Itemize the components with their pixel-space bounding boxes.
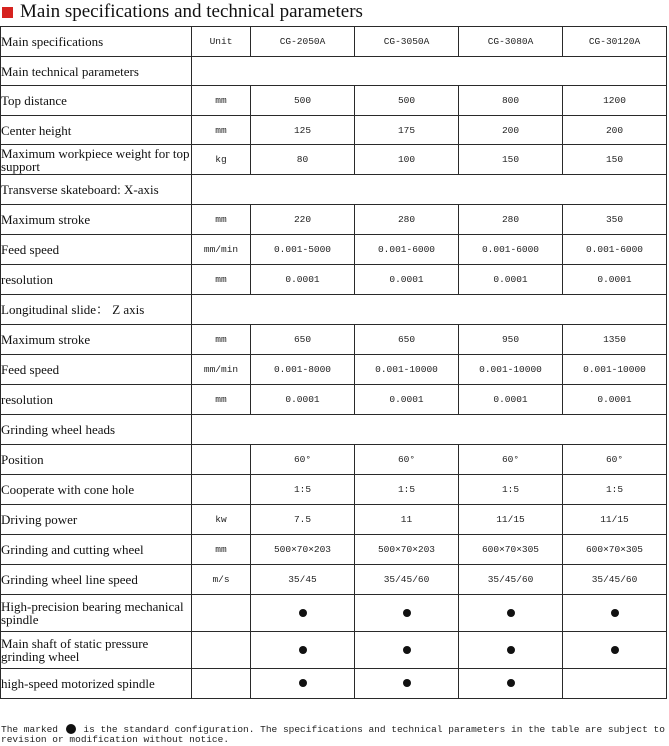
standard-config-dot-icon [507, 646, 515, 654]
standard-config-dot-icon [403, 679, 411, 687]
standard-config-dot-icon [507, 609, 515, 617]
section-row [1, 57, 667, 86]
value-cell: 0.0001 [251, 385, 355, 415]
section-blank-cell [192, 57, 667, 86]
value-cell: 200 [563, 116, 667, 145]
row-unit [192, 445, 251, 475]
row-unit [192, 632, 251, 669]
title-bar [0, 0, 669, 24]
value-cell: 0.0001 [563, 385, 667, 415]
row-label: Grinding wheel line speed [1, 565, 192, 595]
standard-config-cell [459, 632, 563, 669]
row-unit [192, 475, 251, 505]
value-cell: 0.001-10000 [355, 355, 459, 385]
value-cell: 11/15 [459, 505, 563, 535]
standard-config-cell [563, 632, 667, 669]
value-cell: 35/45/60 [459, 565, 563, 595]
row-unit: mm [192, 535, 251, 565]
table-row [1, 385, 667, 415]
row-label: Top distance [1, 86, 192, 116]
value-cell: 500×70×203 [251, 535, 355, 565]
table-row [1, 355, 667, 385]
value-cell: 650 [355, 325, 459, 355]
standard-config-dot-icon [611, 609, 619, 617]
value-cell: 0.001-6000 [563, 235, 667, 265]
table-row [1, 445, 667, 475]
standard-config-cell [563, 595, 667, 632]
spec-table [0, 26, 667, 699]
value-cell: 125 [251, 116, 355, 145]
row-label: Main shaft of static pressure grinding wheel [1, 632, 192, 669]
row-unit: mm [192, 385, 251, 415]
value-cell: 1:5 [251, 475, 355, 505]
value-cell: 11 [355, 505, 459, 535]
value-cell: 175 [355, 116, 459, 145]
value-cell: 1:5 [563, 475, 667, 505]
footnote [1, 724, 667, 745]
value-cell [563, 669, 667, 699]
standard-config-dot-icon [299, 679, 307, 687]
standard-config-cell [355, 595, 459, 632]
standard-config-dot-icon [403, 646, 411, 654]
value-cell: 280 [355, 205, 459, 235]
value-cell: 0.0001 [563, 265, 667, 295]
row-label: Position [1, 445, 192, 475]
row-label: Maximum stroke [1, 325, 192, 355]
standard-config-cell [459, 669, 563, 699]
section-label: Main technical parameters [1, 57, 192, 86]
value-cell: 0.001-6000 [459, 235, 563, 265]
value-cell: 35/45/60 [563, 565, 667, 595]
section-row [1, 415, 667, 445]
row-unit: kg [192, 145, 251, 175]
row-label: Feed speed [1, 355, 192, 385]
table-row [1, 505, 667, 535]
footnote-before: The marked [1, 724, 59, 735]
standard-config-cell [355, 632, 459, 669]
table-row [1, 632, 667, 669]
table-row [1, 475, 667, 505]
value-cell: 80 [251, 145, 355, 175]
value-cell: 220 [251, 205, 355, 235]
model-header-3: CG-3080A [459, 27, 563, 57]
table-row [1, 595, 667, 632]
value-cell: 35/45/60 [355, 565, 459, 595]
row-unit: mm/min [192, 355, 251, 385]
table-row [1, 535, 667, 565]
table-row [1, 116, 667, 145]
standard-config-dot-icon [403, 609, 411, 617]
row-label: Grinding and cutting wheel [1, 535, 192, 565]
section-label: Longitudinal slide： Z axis [1, 295, 192, 325]
row-label: Maximum workpiece weight for top support [1, 145, 192, 175]
value-cell: 350 [563, 205, 667, 235]
row-label: Maximum stroke [1, 205, 192, 235]
table-row [1, 669, 667, 699]
row-label: Feed speed [1, 235, 192, 265]
row-unit: mm [192, 205, 251, 235]
section-blank-cell [192, 415, 667, 445]
value-cell: 0.0001 [251, 265, 355, 295]
value-cell: 150 [563, 145, 667, 175]
value-cell: 600×70×305 [563, 535, 667, 565]
standard-config-dot-icon [66, 724, 76, 734]
value-cell: 7.5 [251, 505, 355, 535]
value-cell: 0.001-10000 [563, 355, 667, 385]
section-row [1, 175, 667, 205]
row-unit: mm/min [192, 235, 251, 265]
row-label: resolution [1, 265, 192, 295]
value-cell: 1:5 [459, 475, 563, 505]
value-cell: 11/15 [563, 505, 667, 535]
value-cell: 500×70×203 [355, 535, 459, 565]
value-cell: 0.0001 [459, 385, 563, 415]
row-unit: mm [192, 265, 251, 295]
value-cell: 0.001-5000 [251, 235, 355, 265]
value-cell: 200 [459, 116, 563, 145]
row-label: resolution [1, 385, 192, 415]
value-cell: 650 [251, 325, 355, 355]
row-unit [192, 595, 251, 632]
table-row [1, 235, 667, 265]
section-label: Transverse skateboard: X-axis [1, 175, 192, 205]
value-cell: 0.0001 [459, 265, 563, 295]
value-cell: 1350 [563, 325, 667, 355]
model-header-1: CG-2050A [251, 27, 355, 57]
header-label: Main specifications [1, 27, 192, 57]
standard-config-dot-icon [507, 679, 515, 687]
standard-config-cell [251, 669, 355, 699]
value-cell: 1:5 [355, 475, 459, 505]
row-unit: mm [192, 116, 251, 145]
model-header-2: CG-3050A [355, 27, 459, 57]
row-unit: kw [192, 505, 251, 535]
standard-config-dot-icon [299, 609, 307, 617]
value-cell: 950 [459, 325, 563, 355]
value-cell: 0.0001 [355, 385, 459, 415]
value-cell: 500 [355, 86, 459, 116]
red-square-icon [2, 7, 13, 18]
table-row [1, 205, 667, 235]
section-label: Grinding wheel heads [1, 415, 192, 445]
row-label: Driving power [1, 505, 192, 535]
header-unit: Unit [192, 27, 251, 57]
standard-config-cell [251, 595, 355, 632]
standard-config-cell [459, 595, 563, 632]
table-row [1, 145, 667, 175]
row-label: High-precision bearing mechanical spindle [1, 595, 192, 632]
section-row [1, 295, 667, 325]
section-blank-cell [192, 295, 667, 325]
value-cell: 100 [355, 145, 459, 175]
standard-config-dot-icon [299, 646, 307, 654]
table-row [1, 325, 667, 355]
value-cell: 0.001-10000 [459, 355, 563, 385]
value-cell: 0.001-8000 [251, 355, 355, 385]
value-cell: 35/45 [251, 565, 355, 595]
value-cell: 500 [251, 86, 355, 116]
value-cell: 280 [459, 205, 563, 235]
value-cell: 0.0001 [355, 265, 459, 295]
value-cell: 0.001-6000 [355, 235, 459, 265]
row-unit [192, 669, 251, 699]
standard-config-cell [251, 632, 355, 669]
row-label: high-speed motorized spindle [1, 669, 192, 699]
row-unit: m/s [192, 565, 251, 595]
footnote-after: is the standard configuration. The specifications and technical parameters in the table are subject to revision or modification without notice. [1, 724, 665, 745]
value-cell: 600×70×305 [459, 535, 563, 565]
table-row [1, 265, 667, 295]
value-cell: 800 [459, 86, 563, 116]
row-label: Cooperate with cone hole [1, 475, 192, 505]
header-row [1, 27, 667, 57]
model-header-4: CG-30120A [563, 27, 667, 57]
row-label: Center height [1, 116, 192, 145]
value-cell: 150 [459, 145, 563, 175]
row-unit: mm [192, 325, 251, 355]
section-blank-cell [192, 175, 667, 205]
table-row [1, 86, 667, 116]
value-cell: 60° [459, 445, 563, 475]
value-cell: 1200 [563, 86, 667, 116]
row-unit: mm [192, 86, 251, 116]
page-title: Main specifications and technical parameters [20, 1, 363, 22]
standard-config-dot-icon [611, 646, 619, 654]
value-cell: 60° [355, 445, 459, 475]
value-cell: 60° [251, 445, 355, 475]
table-row [1, 565, 667, 595]
value-cell: 60° [563, 445, 667, 475]
standard-config-cell [355, 669, 459, 699]
